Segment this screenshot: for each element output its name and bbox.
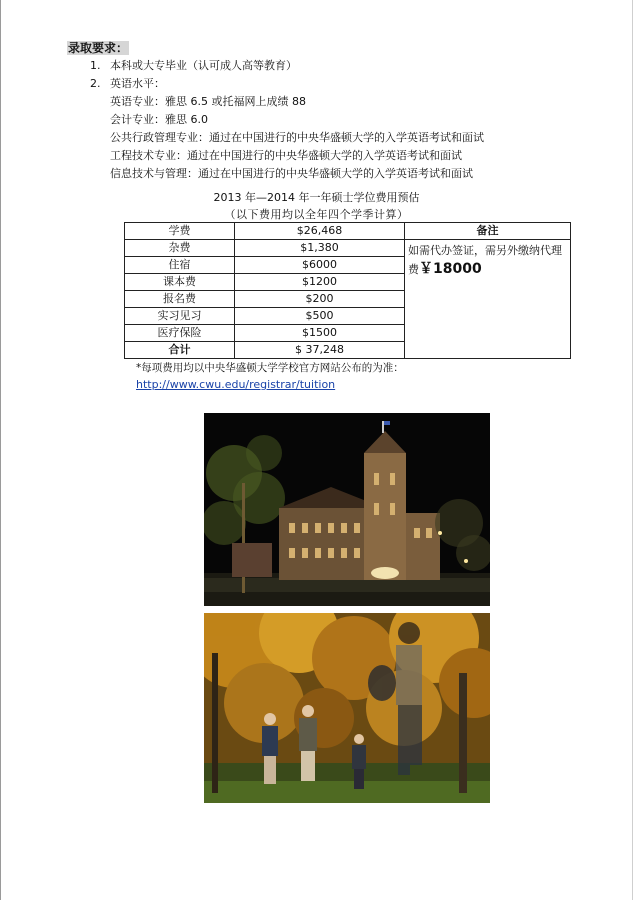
list-item-english: 英语水平： bbox=[110, 77, 165, 90]
fee-value: $26,468 bbox=[235, 223, 405, 240]
fee-value: $1,380 bbox=[235, 240, 405, 257]
fee-name: 医疗保险 bbox=[125, 325, 235, 342]
fee-footnote: *每项费用均以中央华盛顿大学学校官方网站公布的为准： bbox=[136, 362, 404, 374]
fee-name: 报名费 bbox=[125, 291, 235, 308]
table-row bbox=[125, 223, 571, 240]
students-walking-autumn-photo bbox=[204, 613, 490, 803]
fee-table-subtitle: （以下费用均以全年四个学季计算） bbox=[224, 208, 409, 221]
english-req-public-admin: 公共行政管理专业：通过在中国进行的中央华盛顿大学的入学英语考试和面试 bbox=[110, 131, 484, 144]
english-req-engineering: 工程技术专业：通过在中国进行的中央华盛顿大学的入学英语考试和面试 bbox=[110, 149, 462, 162]
fee-value: $200 bbox=[235, 291, 405, 308]
total-value: $ 37,248 bbox=[235, 342, 405, 359]
fee-table-title: 2013 年—2014 年一年硕士学位费用预估 bbox=[213, 191, 420, 204]
fee-name: 住宿 bbox=[125, 257, 235, 274]
fee-value: $1200 bbox=[235, 274, 405, 291]
note-amount: ￥18000 bbox=[419, 261, 482, 277]
students-autumn-illustration bbox=[204, 613, 490, 803]
tuition-link[interactable]: http://www.cwu.edu/registrar/tuition bbox=[136, 378, 336, 391]
note-cell bbox=[405, 223, 571, 359]
fee-table bbox=[124, 222, 571, 359]
page-left-edge bbox=[0, 0, 1, 900]
fee-value: $500 bbox=[235, 308, 405, 325]
admission-heading: 录取要求： bbox=[68, 41, 129, 55]
fee-value: $1500 bbox=[235, 325, 405, 342]
english-req-it-management: 信息技术与管理：通过在中国进行的中央华盛顿大学的入学英语考试和面试 bbox=[110, 167, 473, 180]
note-text: 如需代办签证，需另外缴纳代理费 bbox=[408, 244, 562, 276]
fee-name: 杂费 bbox=[125, 240, 235, 257]
list-item-degree: 本科或大专毕业（认可成人高等教育） bbox=[110, 59, 297, 72]
campus-night-illustration bbox=[204, 413, 490, 606]
note-body bbox=[408, 240, 567, 279]
fee-name: 课本费 bbox=[125, 274, 235, 291]
english-req-english-major: 英语专业：雅思 6.5 或托福网上成绩 88 bbox=[110, 95, 306, 108]
fee-value: $6000 bbox=[235, 257, 405, 274]
fee-name: 实习见习 bbox=[125, 308, 235, 325]
campus-building-night-photo bbox=[204, 413, 490, 606]
fee-name: 学费 bbox=[125, 223, 235, 240]
list-number-2: 2. bbox=[90, 77, 101, 90]
english-req-accounting: 会计专业：雅思 6.0 bbox=[110, 113, 208, 126]
note-header: 备注 bbox=[405, 223, 570, 240]
total-label: 合计 bbox=[125, 342, 235, 359]
list-number-1: 1. bbox=[90, 59, 101, 72]
